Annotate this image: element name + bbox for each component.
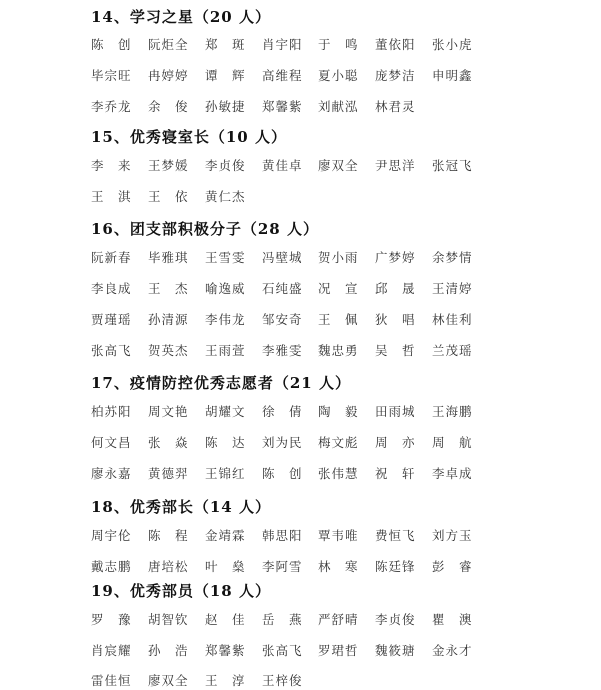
awardee-name: 孙敏捷 [205,99,246,114]
name-row [91,37,511,53]
awardee-name: 陈 程 [148,528,189,543]
name-row [91,404,511,420]
section-heading: 16、团支部积极分子（28 人） [91,220,319,238]
name-row [91,435,511,451]
awardee-name: 李雅雯 [262,343,303,358]
awardee-name: 陶 毅 [318,404,359,419]
awardee-name: 刘为民 [262,435,303,450]
name-row [91,559,511,575]
awardee-name: 唐培松 [148,559,189,574]
awardee-name: 李良成 [91,281,132,296]
awardee-name: 冯壁城 [262,250,303,265]
name-row [91,99,511,115]
awardee-name: 阮炬全 [148,37,189,52]
awardee-name: 余 俊 [148,99,189,114]
awardee-name: 肖宸耀 [91,643,132,658]
awardee-name: 王雨萱 [205,343,246,358]
awardee-name: 刘方玉 [432,528,473,543]
awardee-name: 祝 轩 [375,466,416,481]
awardee-name: 张 焱 [148,435,189,450]
awardee-name: 张高飞 [262,643,303,658]
awardee-name: 余梦情 [432,250,473,265]
awardee-name: 广梦婷 [375,250,416,265]
awardee-name: 邱 晟 [375,281,416,296]
awardee-name: 尹思洋 [375,158,416,173]
awardee-name: 徐 倩 [262,404,303,419]
awardee-name: 胡耀文 [205,404,246,419]
section-heading: 19、优秀部员（18 人） [91,582,271,600]
awardee-name: 雷佳恒 [91,673,132,688]
awardee-name: 庞梦洁 [375,68,416,83]
awardee-name: 王 依 [148,189,189,204]
awardee-name: 孙清源 [148,312,189,327]
awardee-name: 黄仁杰 [205,189,246,204]
name-row [91,312,511,328]
awardee-name: 张小虎 [432,37,473,52]
awardee-name: 黄德羿 [148,466,189,481]
awardee-name: 瞿 澳 [432,612,473,627]
awardee-name: 陈廷锋 [375,559,416,574]
awardee-name: 董依阳 [375,37,416,52]
awardee-name: 石纯盛 [262,281,303,296]
awardee-name: 李贞俊 [375,612,416,627]
awardee-name: 韩思阳 [262,528,303,543]
awardee-name: 罗 豫 [91,612,132,627]
awardee-name: 阮新春 [91,250,132,265]
awardee-name: 张冠飞 [432,158,473,173]
name-row [91,643,511,659]
awardee-name: 王 淳 [205,673,246,688]
awardee-name: 李乔龙 [91,99,132,114]
awardee-name: 于 鸣 [318,37,359,52]
awardee-name: 严舒晴 [318,612,359,627]
awardee-name: 邹安奇 [262,312,303,327]
awardee-name: 喻逸威 [205,281,246,296]
awardee-name: 廖双全 [318,158,359,173]
awardee-name: 林君灵 [375,99,416,114]
awardee-name: 胡智钦 [148,612,189,627]
awardee-name: 田雨城 [375,404,416,419]
awardee-name: 廖永嘉 [91,466,132,481]
awardee-name: 张伟慧 [318,466,359,481]
awardee-name: 梅文彪 [318,435,359,450]
awardee-name: 况 宣 [318,281,359,296]
awardee-name: 孙 浩 [148,643,189,658]
awardee-name: 林佳利 [432,312,473,327]
awardee-name: 周宇伦 [91,528,132,543]
awardee-name: 李 来 [91,158,132,173]
awardee-name: 吴 哲 [375,343,416,358]
name-row [91,466,511,482]
awardee-name: 兰茂瑶 [432,343,473,358]
awardee-name: 王海鹏 [432,404,473,419]
awardee-name: 陈 创 [91,37,132,52]
awardee-name: 李卓成 [432,466,473,481]
awardee-name: 陈 创 [262,466,303,481]
awardee-name: 谭 辉 [205,68,246,83]
awardee-name: 彭 睿 [432,559,473,574]
awardee-name: 魏筱瑭 [375,643,416,658]
awardee-name: 罗珺哲 [318,643,359,658]
awardee-name: 郑 斑 [205,37,246,52]
section-heading: 14、学习之星（20 人） [91,8,271,26]
name-row [91,158,511,174]
awardee-name: 郑馨紫 [262,99,303,114]
awardee-name: 戴志鹏 [91,559,132,574]
name-row [91,68,511,84]
awardee-name: 王梦媛 [148,158,189,173]
name-row [91,343,511,359]
awardee-name: 周文艳 [148,404,189,419]
awardee-name: 周 航 [432,435,473,450]
name-row [91,250,511,266]
awardee-name: 林 寒 [318,559,359,574]
awardee-name: 叶 燊 [205,559,246,574]
awardee-name: 王 杰 [148,281,189,296]
awardee-name: 陈 达 [205,435,246,450]
awardee-name: 费恒飞 [375,528,416,543]
name-row [91,189,511,205]
section-heading: 15、优秀寝室长（10 人） [91,128,287,146]
awardee-name: 赵 佳 [205,612,246,627]
awardee-name: 金永才 [432,643,473,658]
name-row [91,612,511,628]
section-heading: 18、优秀部长（14 人） [91,498,271,516]
awardee-name: 王清婷 [432,281,473,296]
awardee-name: 黄佳卓 [262,158,303,173]
awardee-name: 柏苏阳 [91,404,132,419]
awardee-name: 冉婷婷 [148,68,189,83]
awardee-name: 李伟龙 [205,312,246,327]
awardee-name: 贺英杰 [148,343,189,358]
awardee-name: 郑馨紫 [205,643,246,658]
name-row [91,673,511,689]
awardee-name: 岳 燕 [262,612,303,627]
awardee-name: 高维程 [262,68,303,83]
awardee-name: 李阿雪 [262,559,303,574]
awardee-name: 魏忠勇 [318,343,359,358]
awardee-name: 覃韦唯 [318,528,359,543]
awardee-name: 张高飞 [91,343,132,358]
awardee-name: 王 佩 [318,312,359,327]
awardee-name: 何文昌 [91,435,132,450]
awardee-name: 廖双全 [148,673,189,688]
section-heading: 17、疫情防控优秀志愿者（21 人） [91,374,351,392]
awardee-name: 肖宇阳 [262,37,303,52]
awardee-name: 刘献泓 [318,99,359,114]
awardee-name: 毕宗旺 [91,68,132,83]
awardee-name: 王梓俊 [262,673,303,688]
awardee-name: 狄 唱 [375,312,416,327]
name-row [91,281,511,297]
awardee-name: 王雪雯 [205,250,246,265]
name-row [91,528,511,544]
awardee-name: 周 亦 [375,435,416,450]
awardee-name: 王 淇 [91,189,132,204]
awardee-name: 李贞俊 [205,158,246,173]
awardee-name: 金靖霖 [205,528,246,543]
awardee-name: 贺小雨 [318,250,359,265]
awardee-name: 夏小聪 [318,68,359,83]
awardee-name: 毕雅琪 [148,250,189,265]
awardee-name: 申明鑫 [432,68,473,83]
awardee-name: 贾瑾瑶 [91,312,132,327]
awardee-name: 王锦红 [205,466,246,481]
